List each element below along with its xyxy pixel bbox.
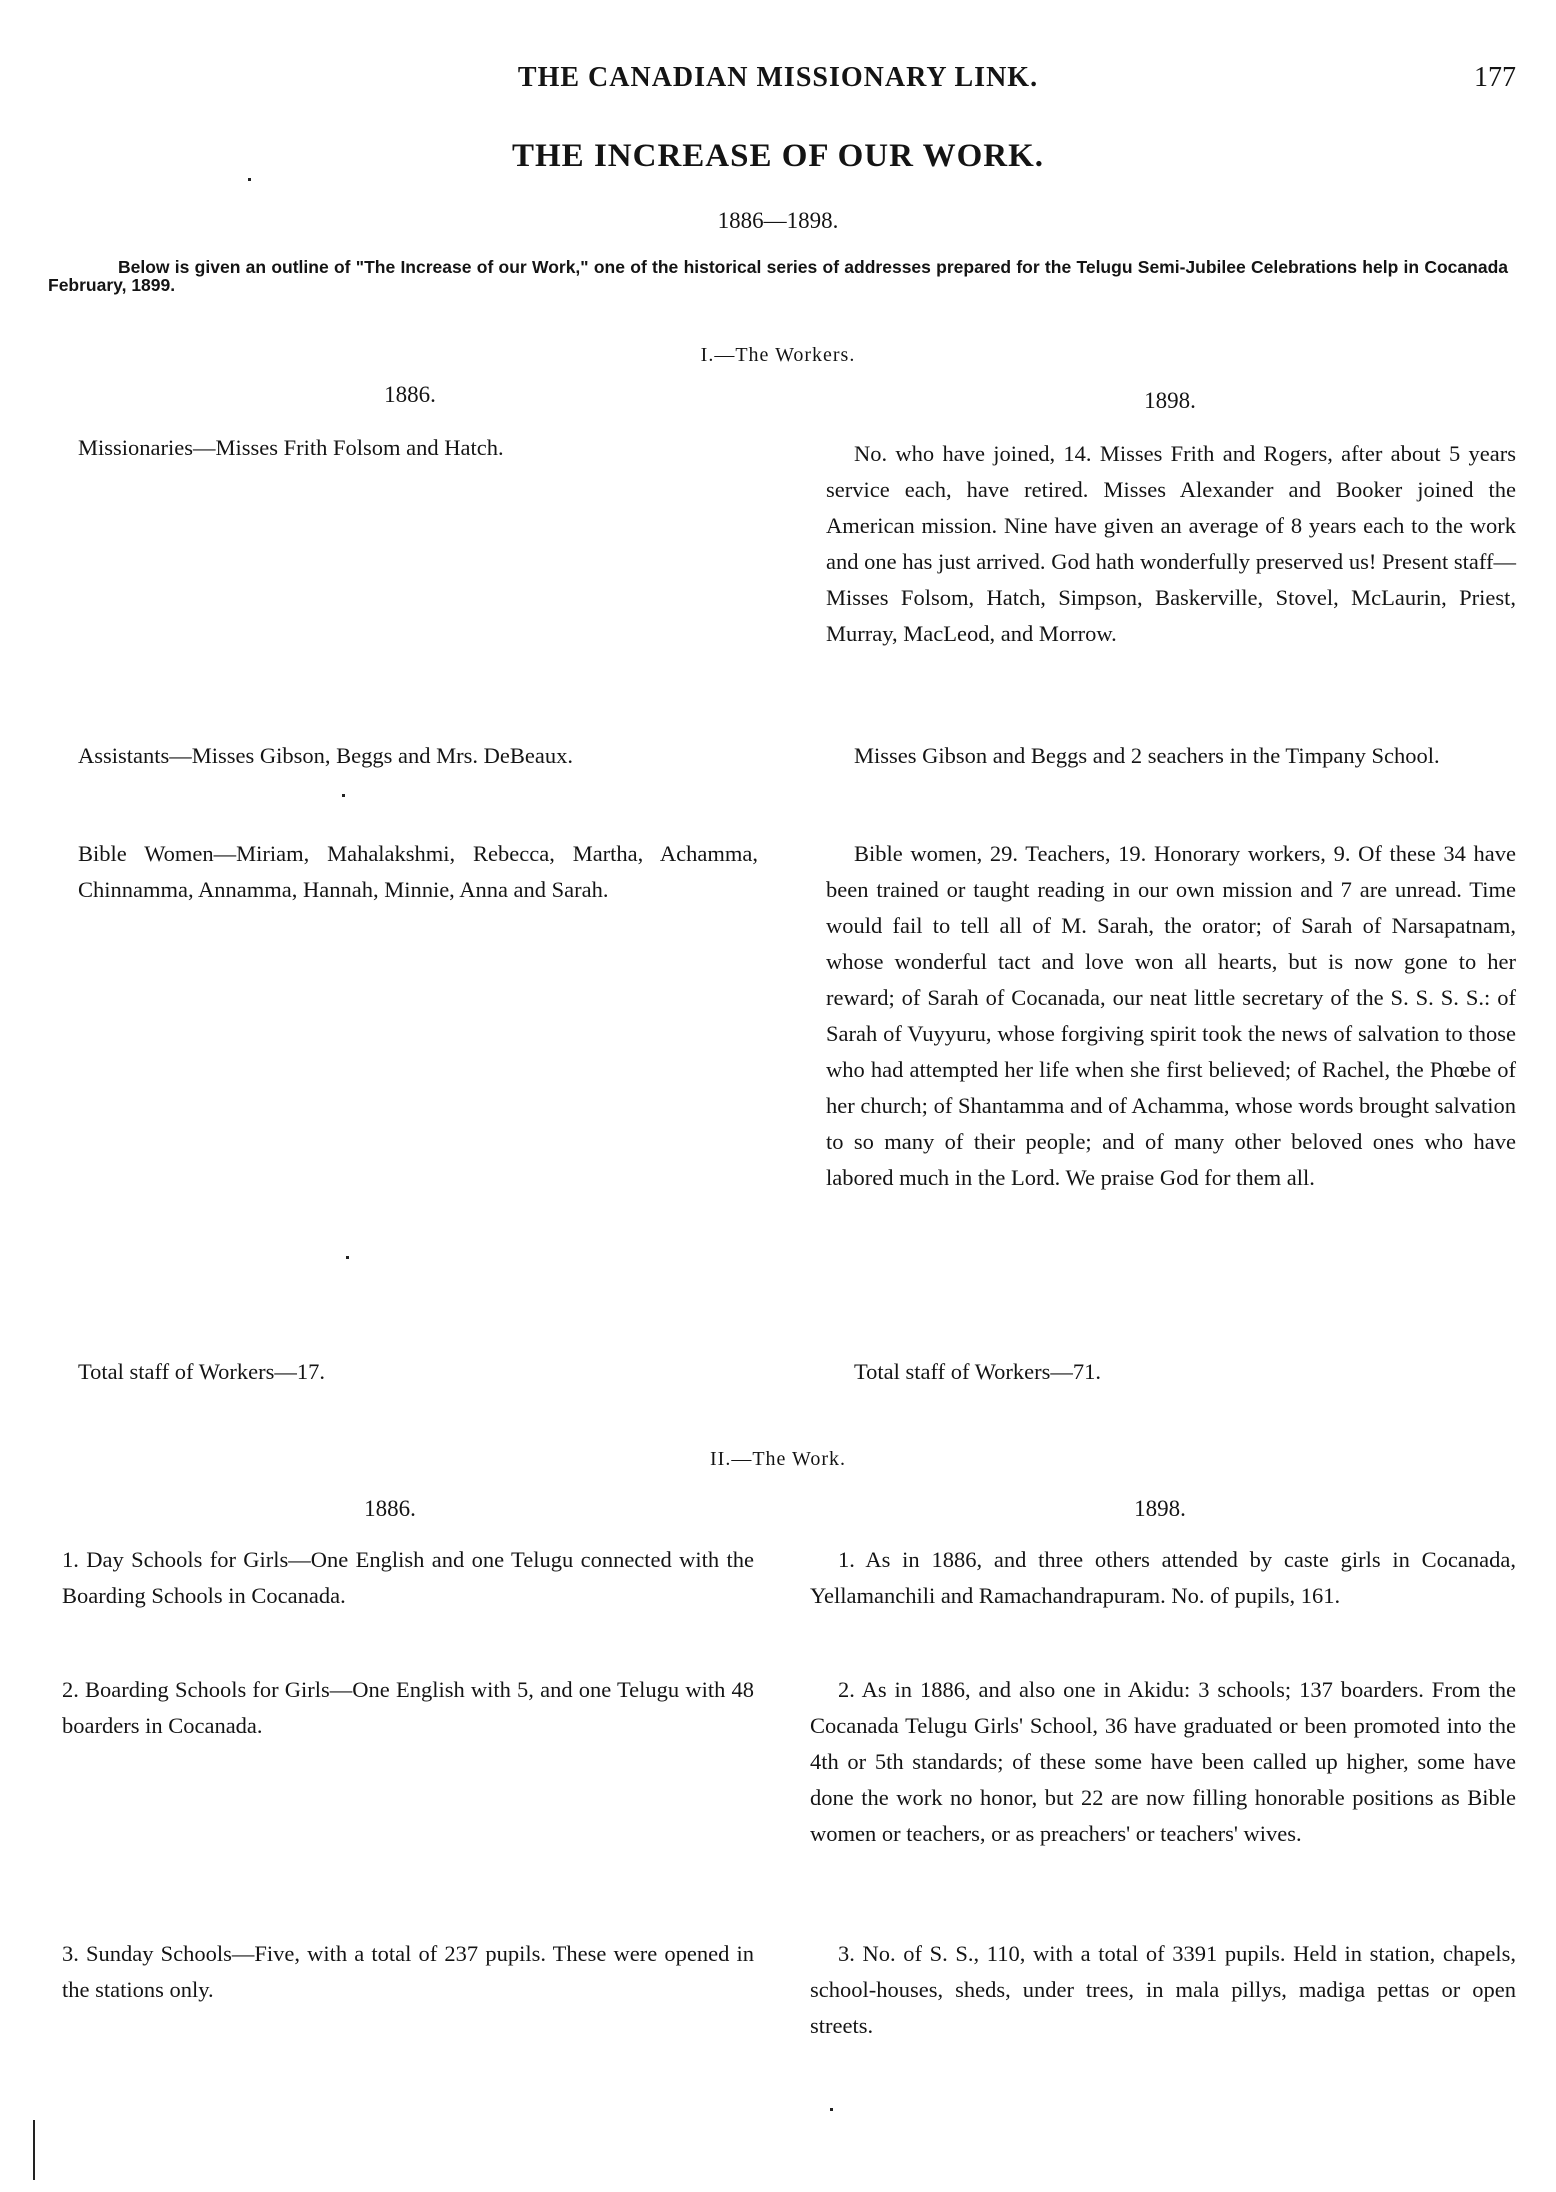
scan-edge-mark	[33, 2120, 35, 2180]
section-work-heading: II.—The Work.	[710, 1448, 846, 1470]
total-workers-1886: Total staff of Workers—17.	[78, 1359, 325, 1384]
intro-note: Below is given an outline of "The Increase of our Work," one of the historical series of addresses prepared for the Telugu Semi-Jubilee Celebrations help in Cocanada February, 1899.	[48, 257, 1508, 295]
page-number: 177	[1474, 62, 1516, 93]
date-range: 1886—1898.	[717, 208, 839, 233]
assistants-1886: Assistants—Misses Gibson, Beggs and Mrs. DeBeaux.	[78, 743, 573, 768]
bible-women-1898: Bible women, 29. Teachers, 19. Honorary workers, 9. Of these 34 have been trained or taught reading in our own mission and 7 are unread. Time would fail to tell all of M. Sarah, the orator; of Sarah of Narsapatnam, whose wonderful tact and love won all hearts, but is now gone to her reward; of Sarah of Cocanada, our neat little secretary of the S. S. S. S.: of Sarah of Vuyyuru, whose forgiving spirit took the news of salvation to those who had attempted her life when she first believed; of Rachel, the Phœbe of her church; of Shantamma and of Achamma, whose words brought salvation to so many of their people; and of many other beloved ones who have labored much in the Lord. We praise God for them all.	[826, 841, 1516, 1190]
work-year-1898: 1898.	[1134, 1496, 1186, 1521]
assistants-1898: Misses Gibson and Beggs and 2 seachers in the Timpany School.	[854, 743, 1440, 768]
scan-speck	[830, 2108, 833, 2111]
missionaries-1886: Missionaries—Misses Frith Folsom and Hatch.	[78, 435, 504, 460]
section-workers-heading: I.—The Workers.	[700, 344, 856, 366]
boarding-schools-1886: 2. Boarding Schools for Girls—One English with 5, and one Telugu with 48 boarders in Cocanada.	[62, 1677, 754, 1738]
scan-speck	[248, 178, 251, 181]
scan-speck	[346, 1256, 349, 1259]
workers-year-1886: 1886.	[384, 382, 436, 407]
article-title: THE INCREASE OF OUR WORK.	[512, 138, 1044, 174]
day-schools-1886: 1. Day Schools for Girls—One English and one Telugu connected with the Boarding Schools in Cocanada.	[62, 1547, 754, 1608]
work-year-1886: 1886.	[364, 1496, 416, 1521]
sunday-schools-1898: 3. No. of S. S., 110, with a total of 3391 pupils. Held in station, chapels, school-houses, sheds, under trees, in mala pillys, madiga pettas or open streets.	[810, 1941, 1516, 2038]
day-schools-1898: 1. As in 1886, and three others attended by caste girls in Cocanada, Yellamanchili and Ramachandrapuram. No. of pupils, 161.	[810, 1547, 1516, 1608]
missionaries-1898: No. who have joined, 14. Misses Frith and Rogers, after about 5 years service each, have retired. Misses Alexander and Booker joined the American mission. Nine have given an average of 8 years each to the work and one has just arrived. God hath wonderfully preserved us! Present staff—Misses Folsom, Hatch, Simpson, Baskerville, Stovel, McLaurin, Priest, Murray, MacLeod, and Morrow.	[826, 441, 1516, 646]
bible-women-1886: Bible Women—Miriam, Mahalakshmi, Rebecca, Martha, Achamma, Chinnamma, Annamma, Hannah, Minnie, Anna and Sarah.	[78, 841, 758, 902]
workers-year-1898: 1898.	[1144, 388, 1196, 413]
sunday-schools-1886: 3. Sunday Schools—Five, with a total of 237 pupils. These were opened in the stations only.	[62, 1941, 754, 2002]
total-workers-1898: Total staff of Workers—71.	[854, 1359, 1101, 1384]
running-head	[0, 62, 1556, 102]
journal-title: THE CANADIAN MISSIONARY LINK.	[517, 62, 1039, 93]
scan-speck	[342, 794, 345, 797]
boarding-schools-1898: 2. As in 1886, and also one in Akidu: 3 schools; 137 boarders. From the Cocanada Telugu Girls' School, 36 have graduated or been promoted into the 4th or 5th standards; of these some have been called up higher, some have done the work no honor, but 22 are now filling honorable positions as Bible women or teachers, or as preachers' or teachers' wives.	[810, 1677, 1516, 1846]
